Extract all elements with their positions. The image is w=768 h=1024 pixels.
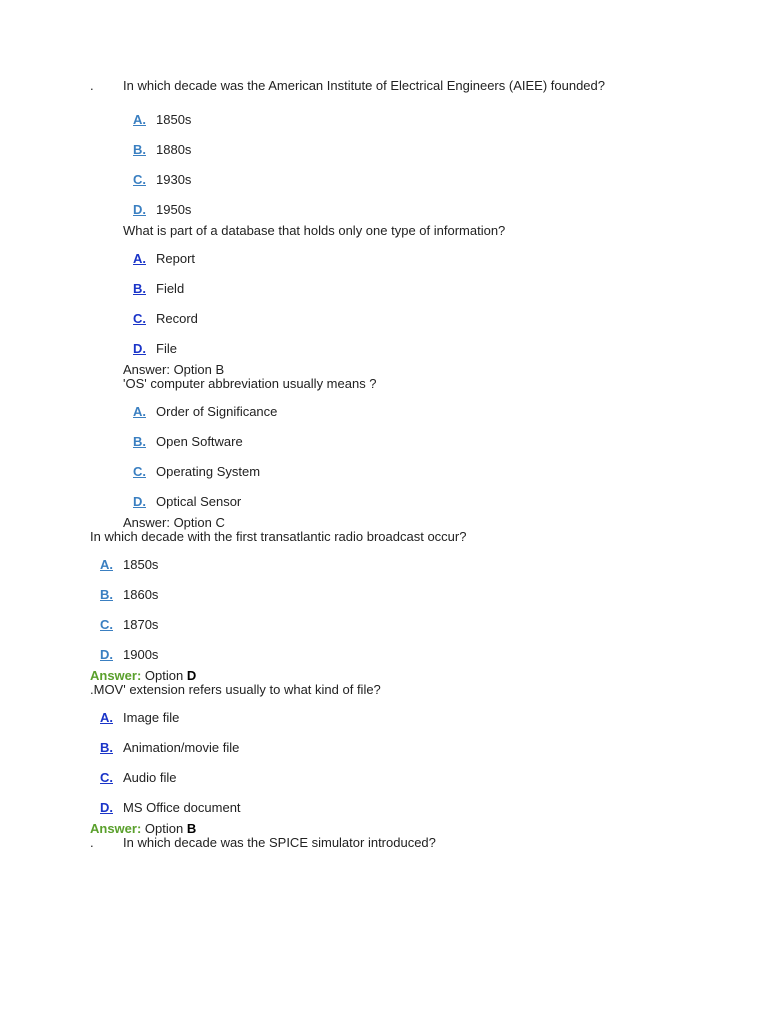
option-text: Report	[156, 251, 196, 266]
option-text: Animation/movie file	[123, 740, 240, 755]
question-4-text: In which decade with the first transatlantic radio broadcast occur?	[90, 529, 467, 544]
option-text: 1850s	[156, 112, 192, 127]
question-3-option-d	[133, 494, 241, 509]
question-2-option-b	[133, 281, 184, 296]
answer-option-text: Option	[144, 668, 184, 683]
question-2-text: What is part of a database that holds only one type of information?	[123, 223, 506, 238]
question-4-answer	[90, 668, 196, 683]
option-text: Field	[156, 281, 185, 296]
option-text: Open Software	[156, 434, 243, 449]
option-text: Image file	[123, 710, 180, 725]
question-4-option-a	[100, 557, 158, 572]
question-5-option-c	[100, 770, 176, 785]
option-text: Operating System	[156, 464, 261, 479]
answer-option-text: Option	[144, 821, 184, 836]
answer-letter: D	[186, 668, 197, 683]
option-text: 1880s	[156, 142, 192, 157]
question-1-option-c	[133, 172, 191, 187]
option-d-link[interactable]: D.	[133, 494, 146, 509]
question-2-answer: Answer: Option B	[123, 362, 225, 377]
question-1-option-b	[133, 142, 191, 157]
option-text: Audio file	[123, 770, 177, 785]
question-5-option-d	[100, 800, 241, 815]
option-b-link[interactable]: B.	[133, 281, 146, 296]
option-text: Record	[156, 311, 198, 326]
option-d-link[interactable]: D.	[100, 647, 113, 662]
option-text: 1930s	[156, 172, 192, 187]
question-3-option-c	[133, 464, 260, 479]
question-4-option-b	[100, 587, 158, 602]
question-5-answer	[90, 821, 196, 836]
option-text: Order of Significance	[156, 404, 278, 419]
option-text: File	[156, 341, 177, 356]
option-b-link[interactable]: B.	[133, 434, 146, 449]
answer-letter: B	[186, 821, 197, 836]
question-1-text: In which decade was the American Institute of Electrical Engineers (AIEE) founded?	[123, 78, 605, 93]
option-c-link[interactable]: C.	[133, 311, 146, 326]
question-3-option-a	[133, 404, 277, 419]
question-3-option-b	[133, 434, 243, 449]
option-text: MS Office document	[123, 800, 241, 815]
option-a-link[interactable]: A.	[100, 557, 113, 572]
question-5-text: .MOV' extension refers usually to what kind of file?	[90, 682, 381, 697]
option-text: 1870s	[123, 617, 159, 632]
question-3-text: 'OS' computer abbreviation usually means ?	[123, 376, 377, 391]
question-4-option-c	[100, 617, 158, 632]
question-5-option-a	[100, 710, 179, 725]
option-b-link[interactable]: B.	[100, 740, 113, 755]
option-b-link[interactable]: B.	[133, 142, 146, 157]
option-b-link[interactable]: B.	[100, 587, 113, 602]
option-text: 1860s	[123, 587, 159, 602]
option-d-link[interactable]: D.	[133, 202, 146, 217]
question-6-prefix: .	[90, 835, 94, 850]
option-c-link[interactable]: C.	[133, 172, 146, 187]
option-text: Optical Sensor	[156, 494, 242, 509]
question-2-option-d	[133, 341, 177, 356]
question-4-option-d	[100, 647, 158, 662]
option-c-link[interactable]: C.	[133, 464, 146, 479]
answer-label: Answer:	[90, 668, 142, 683]
question-2-option-c	[133, 311, 198, 326]
option-a-link[interactable]: A.	[100, 710, 113, 725]
answer-label: Answer:	[90, 821, 142, 836]
question-1-option-a	[133, 112, 191, 127]
question-1-option-d	[133, 202, 191, 217]
option-d-link[interactable]: D.	[100, 800, 113, 815]
question-6-text: In which decade was the SPICE simulator introduced?	[123, 835, 436, 850]
option-a-link[interactable]: A.	[133, 404, 146, 419]
option-a-link[interactable]: A.	[133, 112, 146, 127]
option-text: 1850s	[123, 557, 159, 572]
question-1-prefix: .	[90, 78, 94, 93]
option-text: 1900s	[123, 647, 159, 662]
question-3-answer: Answer: Option C	[123, 515, 225, 530]
option-d-link[interactable]: D.	[133, 341, 146, 356]
question-2-option-a	[133, 251, 195, 266]
question-5-option-b	[100, 740, 239, 755]
option-a-link[interactable]: A.	[133, 251, 146, 266]
option-c-link[interactable]: C.	[100, 770, 113, 785]
option-c-link[interactable]: C.	[100, 617, 113, 632]
option-text: 1950s	[156, 202, 192, 217]
